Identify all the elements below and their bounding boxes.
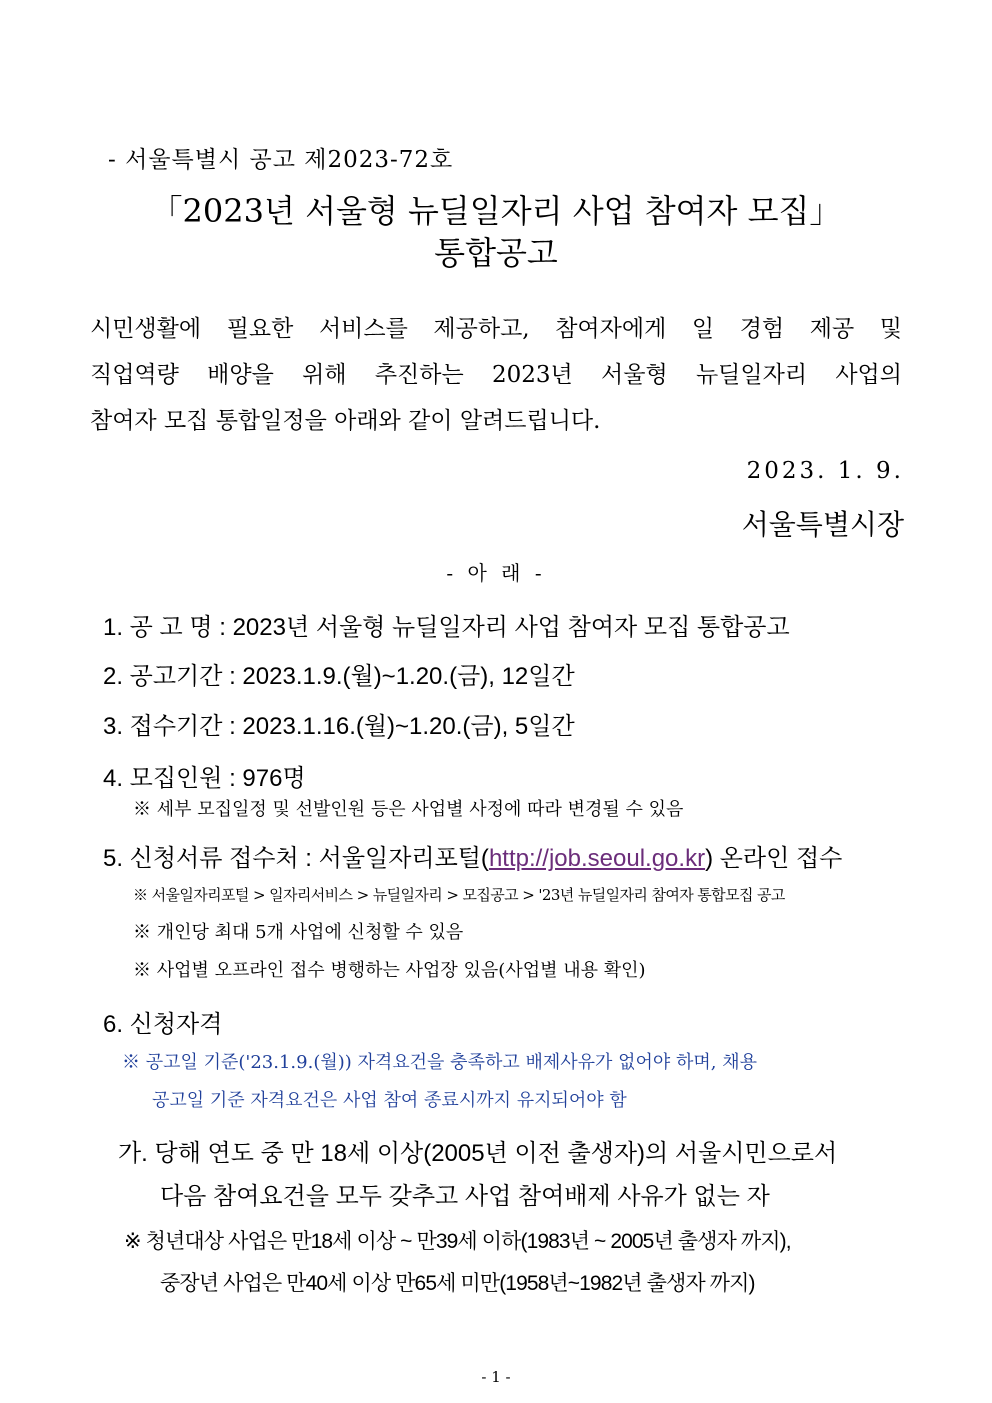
intro-line-2: 직업역량 배양을 위해 추진하는 2023년 서울형 뉴딜일자리 사업의 xyxy=(90,362,902,388)
eligibility-ga-line-2: 다음 참여요건을 모두 갖추고 사업 참여배제 사유가 없는 자 xyxy=(160,1183,770,1210)
item-eligibility: 6. 신청자격 xyxy=(103,1011,223,1038)
item-application-period: 3. 접수기간 : 2023.1.16.(월)~1.20.(금), 5일간 xyxy=(103,713,575,740)
item-announcement-period: 2. 공고기간 : 2023.1.9.(월)~1.20.(금), 12일간 xyxy=(103,663,575,690)
application-site-prefix: 5. 신청서류 접수처 : 서울일자리포털( xyxy=(103,845,489,872)
item-recruit-count: 4. 모집인원 : 976명 xyxy=(103,765,306,792)
issuer-name: 서울특별시장 xyxy=(741,508,904,541)
age-range-note-line-1: ※ 청년대상 사업은 만18세 이상 ~ 만39세 이하(1983년 ~ 2005년 출생자 까지), xyxy=(124,1230,791,1253)
eligibility-ga-line-1: 가. 당해 연도 중 만 18세 이상(2005년 이전 출생자)의 서울시민으로서 xyxy=(118,1140,838,1167)
recruit-count-note: ※ 세부 모집일정 및 선발인원 등은 사업별 사정에 따라 변경될 수 있음 xyxy=(133,799,684,820)
document-subtitle: 통합공고 xyxy=(434,234,558,272)
issue-date: 2023. 1. 9. xyxy=(746,458,904,484)
notice-number: - 서울특별시 공고 제2023-72호 xyxy=(108,147,454,173)
item-application-site xyxy=(103,838,842,873)
item-announcement-name: 1. 공 고 명 : 2023년 서울형 뉴딜일자리 사업 참여자 모집 통합공고 xyxy=(103,614,790,641)
application-site-suffix: ) 온라인 접수 xyxy=(705,845,843,872)
document-title: 「2023년 서울형 뉴딜일자리 사업 참여자 모집」 xyxy=(150,192,842,230)
intro-line-3: 참여자 모집 통합일정을 아래와 같이 알려드립니다. xyxy=(90,408,601,434)
job-portal-link[interactable]: http://job.seoul.go.kr xyxy=(488,845,706,872)
eligibility-note-line-1: ※ 공고일 기준('23.1.9.(월)) 자격요건을 충족하고 배제사유가 없어야 하며, 채용 xyxy=(122,1052,757,1073)
portal-path-note: ※ 서울일자리포털 > 일자리서비스 > 뉴딜일자리 > 모집공고 > '23년 뉴딜일자리 참여자 통합모집 공고 xyxy=(133,886,785,904)
offline-application-note: ※ 사업별 오프라인 접수 병행하는 사업장 있음(사업별 내용 확인) xyxy=(133,960,646,981)
section-heading: - 아 래 - xyxy=(446,561,546,585)
intro-line-1: 시민생활에 필요한 서비스를 제공하고, 참여자에게 일 경험 제공 및 xyxy=(90,316,902,342)
page-number: - 1 - xyxy=(481,1368,511,1386)
max-application-note: ※ 개인당 최대 5개 사업에 신청할 수 있음 xyxy=(133,922,464,943)
eligibility-note-line-2: 공고일 기준 자격요건은 사업 참여 종료시까지 유지되어야 함 xyxy=(152,1090,627,1111)
age-range-note-line-2: 중장년 사업은 만40세 이상 만65세 미만(1958년~1982년 출생자 까지) xyxy=(160,1272,755,1295)
